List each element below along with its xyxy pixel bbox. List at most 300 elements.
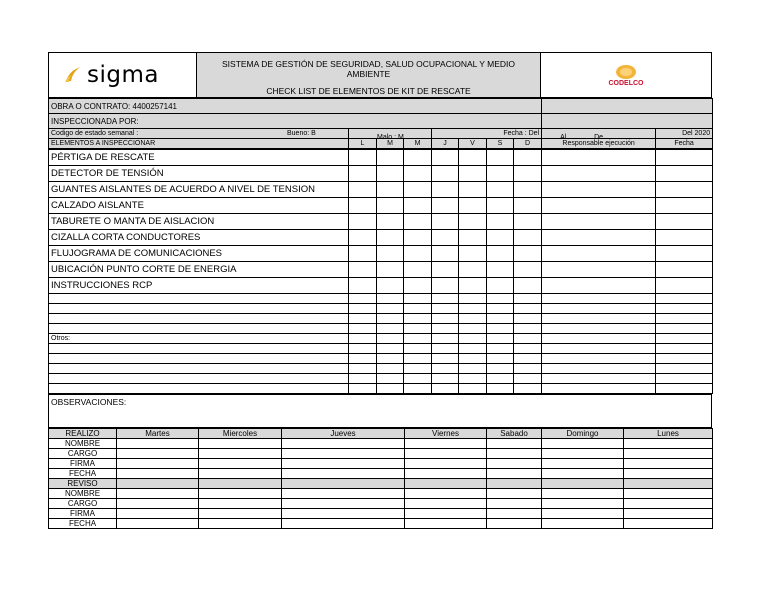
day-check-cell[interactable] — [404, 150, 432, 166]
item-label — [49, 294, 349, 304]
responsable-cell[interactable] — [542, 344, 656, 354]
day-check-cell[interactable] — [514, 334, 542, 344]
fecha-cell[interactable] — [656, 230, 713, 246]
day-check-cell[interactable] — [514, 230, 542, 246]
signoff-cell[interactable] — [199, 499, 282, 509]
signoff-field-label: FIRMA — [49, 459, 117, 469]
signoff-cell[interactable] — [542, 489, 624, 499]
day-check-cell[interactable] — [514, 150, 542, 166]
signoff-cell[interactable] — [487, 469, 542, 479]
signoff-cell[interactable] — [117, 499, 199, 509]
de-label: De — [594, 133, 604, 139]
item-label: UBICACIÓN PUNTO CORTE DE ENERGIA — [49, 262, 349, 278]
signoff-cell[interactable] — [624, 489, 713, 499]
day-check-cell[interactable] — [349, 334, 377, 344]
day-check-cell[interactable] — [349, 214, 377, 230]
day-check-cell[interactable] — [514, 354, 542, 364]
item-row — [49, 344, 713, 354]
day-check-cell[interactable] — [349, 246, 377, 262]
item-row — [49, 230, 713, 246]
day-check-cell[interactable] — [377, 304, 404, 314]
item-label — [49, 364, 349, 374]
col-day: M — [404, 139, 432, 149]
day-check-cell[interactable] — [377, 182, 404, 198]
signoff-cell[interactable] — [199, 449, 282, 459]
item-row — [49, 324, 713, 334]
fecha-cell[interactable] — [656, 214, 713, 230]
day-check-cell[interactable] — [432, 262, 459, 278]
fecha-cell[interactable] — [656, 294, 713, 304]
day-check-cell[interactable] — [459, 262, 487, 278]
signoff-day-header: Miercoles — [199, 429, 282, 439]
day-check-cell[interactable] — [487, 304, 514, 314]
bueno-label: Bueno: B — [287, 130, 316, 137]
signoff-day-header: Domingo — [542, 429, 624, 439]
signoff-cell[interactable] — [199, 489, 282, 499]
signoff-cell[interactable] — [199, 519, 282, 529]
day-check-cell[interactable] — [487, 344, 514, 354]
day-check-cell[interactable] — [349, 198, 377, 214]
day-check-cell[interactable] — [487, 364, 514, 374]
fecha-cell[interactable] — [656, 182, 713, 198]
signoff-cell[interactable] — [199, 469, 282, 479]
col-day: L — [349, 139, 377, 149]
day-check-cell[interactable] — [432, 214, 459, 230]
item-label: CIZALLA CORTA CONDUCTORES — [49, 230, 349, 246]
item-row — [49, 246, 713, 262]
col-day: M — [377, 139, 404, 149]
day-check-cell[interactable] — [514, 344, 542, 354]
header — [48, 52, 712, 98]
checklist-title: CHECK LIST DE ELEMENTOS DE KIT DE RESCATE — [266, 86, 471, 96]
day-check-cell[interactable] — [432, 294, 459, 304]
system-title: SISTEMA DE GESTIÓN DE SEGURIDAD, SALUD OCUPACIONAL Y MEDIO AMBIENTE — [222, 59, 515, 79]
fecha-cell[interactable] — [656, 354, 713, 364]
day-check-cell[interactable] — [487, 384, 514, 394]
day-check-cell[interactable] — [487, 354, 514, 364]
signoff-cell[interactable] — [487, 439, 542, 449]
signoff-cell[interactable] — [624, 449, 713, 459]
day-check-cell[interactable] — [459, 384, 487, 394]
responsable-cell[interactable] — [542, 294, 656, 304]
signoff-cell[interactable] — [282, 509, 405, 519]
day-check-cell[interactable] — [487, 262, 514, 278]
title-block — [197, 53, 541, 97]
signoff-cell[interactable] — [282, 479, 405, 489]
responsable-cell[interactable] — [542, 230, 656, 246]
item-row — [49, 166, 713, 182]
day-check-cell[interactable] — [432, 230, 459, 246]
signoff-field-label: NOMBRE — [49, 489, 117, 499]
day-check-cell[interactable] — [404, 246, 432, 262]
day-check-cell[interactable] — [349, 294, 377, 304]
codelco-logo — [541, 53, 711, 97]
fecha-cell[interactable] — [656, 166, 713, 182]
responsable-cell[interactable] — [542, 214, 656, 230]
day-check-cell[interactable] — [432, 166, 459, 182]
day-check-cell[interactable] — [377, 294, 404, 304]
signoff-cell[interactable] — [282, 489, 405, 499]
signoff-cell[interactable] — [405, 439, 487, 449]
signoff-row — [49, 509, 713, 519]
signoff-cell[interactable] — [487, 509, 542, 519]
item-row — [49, 262, 713, 278]
signoff-cell[interactable] — [199, 439, 282, 449]
day-check-cell[interactable] — [404, 182, 432, 198]
signoff-cell[interactable] — [542, 439, 624, 449]
obra-label: OBRA O CONTRATO: 4400257141 — [49, 99, 542, 114]
signoff-cell[interactable] — [542, 519, 624, 529]
day-check-cell[interactable] — [377, 214, 404, 230]
responsable-cell[interactable] — [542, 384, 656, 394]
signoff-cell[interactable] — [117, 459, 199, 469]
day-check-cell[interactable] — [487, 278, 514, 294]
signoff-cell[interactable] — [282, 449, 405, 459]
item-label: INSTRUCCIONES RCP — [49, 278, 349, 294]
day-check-cell[interactable] — [349, 384, 377, 394]
day-check-cell[interactable] — [459, 230, 487, 246]
item-label: GUANTES AISLANTES DE ACUERDO A NIVEL DE TENSION — [49, 182, 349, 198]
day-check-cell[interactable] — [459, 182, 487, 198]
day-check-cell[interactable] — [377, 262, 404, 278]
day-check-cell[interactable] — [459, 314, 487, 324]
day-check-cell[interactable] — [404, 334, 432, 344]
item-row — [49, 384, 713, 394]
column-header-row — [49, 139, 713, 149]
responsable-cell[interactable] — [542, 364, 656, 374]
day-check-cell[interactable] — [514, 374, 542, 384]
item-row — [49, 150, 713, 166]
day-check-cell[interactable] — [514, 262, 542, 278]
responsable-cell[interactable] — [542, 334, 656, 344]
signoff-cell[interactable] — [405, 509, 487, 519]
day-check-cell[interactable] — [514, 384, 542, 394]
signoff-cell[interactable] — [282, 439, 405, 449]
signoff-cell[interactable] — [624, 439, 713, 449]
day-check-cell[interactable] — [377, 384, 404, 394]
day-check-cell[interactable] — [432, 182, 459, 198]
day-check-cell[interactable] — [459, 304, 487, 314]
fecha-cell[interactable] — [656, 198, 713, 214]
day-check-cell[interactable] — [487, 198, 514, 214]
day-check-cell[interactable] — [514, 214, 542, 230]
signoff-field-label: REVISO — [49, 479, 117, 489]
day-check-cell[interactable] — [349, 278, 377, 294]
day-check-cell[interactable] — [432, 278, 459, 294]
signoff-cell[interactable] — [199, 509, 282, 519]
signoff-field-label: REALIZO — [49, 429, 117, 439]
day-check-cell[interactable] — [377, 314, 404, 324]
day-check-cell[interactable] — [432, 374, 459, 384]
signoff-cell[interactable] — [117, 469, 199, 479]
day-check-cell[interactable] — [404, 214, 432, 230]
signoff-cell[interactable] — [282, 459, 405, 469]
item-label: CALZADO AISLANTE — [49, 198, 349, 214]
signoff-cell[interactable] — [487, 489, 542, 499]
fecha-cell[interactable] — [656, 334, 713, 344]
day-check-cell[interactable] — [377, 374, 404, 384]
signoff-cell[interactable] — [117, 479, 199, 489]
signoff-cell[interactable] — [542, 509, 624, 519]
signoff-cell[interactable] — [117, 509, 199, 519]
day-check-cell[interactable] — [459, 364, 487, 374]
signoff-cell[interactable] — [282, 519, 405, 529]
item-label: DETECTOR DE TENSIÓN — [49, 166, 349, 182]
day-check-cell[interactable] — [377, 324, 404, 334]
responsable-cell[interactable] — [542, 246, 656, 262]
day-check-cell[interactable] — [349, 374, 377, 384]
day-check-cell[interactable] — [487, 150, 514, 166]
signoff-cell[interactable] — [117, 439, 199, 449]
item-label: Otros: — [49, 334, 349, 344]
fecha-cell[interactable] — [656, 384, 713, 394]
day-check-cell[interactable] — [349, 324, 377, 334]
day-check-cell[interactable] — [432, 344, 459, 354]
fecha-cell[interactable] — [656, 324, 713, 334]
signoff-cell[interactable] — [199, 459, 282, 469]
signoff-day-header: Jueves — [282, 429, 405, 439]
day-check-cell[interactable] — [432, 384, 459, 394]
day-check-cell[interactable] — [404, 374, 432, 384]
day-check-cell[interactable] — [432, 198, 459, 214]
fecha-cell[interactable] — [656, 150, 713, 166]
signoff-cell[interactable] — [624, 479, 713, 489]
signoff-field-label: CARGO — [49, 449, 117, 459]
responsable-cell[interactable] — [542, 262, 656, 278]
signoff-cell[interactable] — [487, 519, 542, 529]
signoff-field-label: FIRMA — [49, 509, 117, 519]
day-check-cell[interactable] — [459, 334, 487, 344]
item-label: PÉRTIGA DE RESCATE — [49, 150, 349, 166]
day-check-cell[interactable] — [432, 334, 459, 344]
responsable-cell[interactable] — [542, 304, 656, 314]
fecha-cell[interactable] — [656, 246, 713, 262]
signoff-cell[interactable] — [542, 499, 624, 509]
day-check-cell[interactable] — [459, 294, 487, 304]
signoff-cell[interactable] — [117, 519, 199, 529]
responsable-cell[interactable] — [542, 314, 656, 324]
day-check-cell[interactable] — [459, 166, 487, 182]
inspection-table — [48, 98, 713, 149]
day-check-cell[interactable] — [487, 214, 514, 230]
day-check-cell[interactable] — [377, 334, 404, 344]
day-check-cell[interactable] — [432, 324, 459, 334]
codelco-wordmark: CODELCO — [608, 79, 644, 87]
day-check-cell[interactable] — [432, 304, 459, 314]
signoff-cell[interactable] — [405, 459, 487, 469]
day-check-cell[interactable] — [349, 304, 377, 314]
day-check-cell[interactable] — [459, 198, 487, 214]
responsable-cell[interactable] — [542, 278, 656, 294]
day-check-cell[interactable] — [487, 334, 514, 344]
day-check-cell[interactable] — [432, 364, 459, 374]
day-check-cell[interactable] — [349, 364, 377, 374]
fecha-cell[interactable] — [656, 364, 713, 374]
day-check-cell[interactable] — [514, 198, 542, 214]
day-check-cell[interactable] — [459, 150, 487, 166]
day-check-cell[interactable] — [404, 294, 432, 304]
signoff-cell[interactable] — [624, 459, 713, 469]
day-check-cell[interactable] — [432, 354, 459, 364]
signoff-cell[interactable] — [117, 489, 199, 499]
signoff-cell[interactable] — [624, 499, 713, 509]
item-row — [49, 214, 713, 230]
day-check-cell[interactable] — [514, 324, 542, 334]
day-check-cell[interactable] — [487, 294, 514, 304]
fecha-cell[interactable] — [656, 304, 713, 314]
signoff-field-label: CARGO — [49, 499, 117, 509]
day-check-cell[interactable] — [404, 262, 432, 278]
signoff-cell[interactable] — [405, 479, 487, 489]
fecha-cell[interactable] — [656, 374, 713, 384]
day-check-cell[interactable] — [404, 166, 432, 182]
item-row — [49, 314, 713, 324]
fecha-cell[interactable] — [656, 278, 713, 294]
item-row — [49, 374, 713, 384]
day-check-cell[interactable] — [404, 278, 432, 294]
day-check-cell[interactable] — [514, 246, 542, 262]
day-check-cell[interactable] — [377, 364, 404, 374]
day-check-cell[interactable] — [349, 230, 377, 246]
signoff-cell[interactable] — [542, 449, 624, 459]
day-check-cell[interactable] — [377, 278, 404, 294]
item-label — [49, 354, 349, 364]
item-row — [49, 278, 713, 294]
fecha-cell[interactable] — [656, 314, 713, 324]
signoff-cell[interactable] — [282, 469, 405, 479]
day-check-cell[interactable] — [459, 278, 487, 294]
day-check-cell[interactable] — [404, 230, 432, 246]
sigma-flame-icon — [63, 65, 83, 85]
day-check-cell[interactable] — [377, 150, 404, 166]
sigma-wordmark: sigma — [87, 62, 159, 88]
col-elementos: ELEMENTOS A INSPECCIONAR — [49, 139, 349, 149]
item-row — [49, 364, 713, 374]
signoff-cell[interactable] — [542, 479, 624, 489]
day-check-cell[interactable] — [404, 304, 432, 314]
signoff-cell[interactable] — [405, 489, 487, 499]
responsable-cell[interactable] — [542, 198, 656, 214]
day-check-cell[interactable] — [487, 182, 514, 198]
day-check-cell[interactable] — [404, 324, 432, 334]
day-check-cell[interactable] — [459, 324, 487, 334]
item-row — [49, 294, 713, 304]
responsable-cell[interactable] — [542, 324, 656, 334]
inspector-label: INSPECCIONADA POR: — [49, 114, 542, 129]
responsable-cell[interactable] — [542, 182, 656, 198]
day-check-cell[interactable] — [404, 344, 432, 354]
day-check-cell[interactable] — [404, 354, 432, 364]
day-check-cell[interactable] — [459, 344, 487, 354]
observations-row — [49, 395, 712, 428]
day-check-cell[interactable] — [459, 374, 487, 384]
day-check-cell[interactable] — [459, 246, 487, 262]
signoff-cell[interactable] — [199, 479, 282, 489]
responsable-cell[interactable] — [542, 354, 656, 364]
signoff-cell[interactable] — [405, 519, 487, 529]
day-check-cell[interactable] — [514, 166, 542, 182]
day-check-cell[interactable] — [404, 198, 432, 214]
signoff-cell[interactable] — [624, 519, 713, 529]
day-check-cell[interactable] — [432, 314, 459, 324]
signoff-cell[interactable] — [405, 449, 487, 459]
day-check-cell[interactable] — [487, 166, 514, 182]
day-check-cell[interactable] — [459, 214, 487, 230]
day-check-cell[interactable] — [487, 230, 514, 246]
signoff-cell[interactable] — [282, 499, 405, 509]
signoff-cell[interactable] — [624, 509, 713, 519]
day-check-cell[interactable] — [514, 182, 542, 198]
day-check-cell[interactable] — [349, 150, 377, 166]
day-check-cell[interactable] — [377, 198, 404, 214]
item-row — [49, 182, 713, 198]
day-check-cell[interactable] — [349, 314, 377, 324]
signoff-day-header: Sabado — [487, 429, 542, 439]
signoff-cell[interactable] — [117, 449, 199, 459]
day-check-cell[interactable] — [377, 354, 404, 364]
day-check-cell[interactable] — [514, 304, 542, 314]
checklist-sheet — [48, 52, 712, 529]
day-check-cell[interactable] — [377, 230, 404, 246]
fecha-cell[interactable] — [656, 344, 713, 354]
day-check-cell[interactable] — [487, 246, 514, 262]
day-check-cell[interactable] — [349, 182, 377, 198]
day-check-cell[interactable] — [459, 354, 487, 364]
day-check-cell[interactable] — [377, 166, 404, 182]
fecha-cell[interactable] — [656, 262, 713, 278]
signoff-row — [49, 519, 713, 529]
item-row — [49, 354, 713, 364]
day-check-cell[interactable] — [432, 150, 459, 166]
responsable-cell[interactable] — [542, 166, 656, 182]
item-label — [49, 304, 349, 314]
item-label — [49, 324, 349, 334]
day-check-cell[interactable] — [349, 262, 377, 278]
responsable-cell[interactable] — [542, 374, 656, 384]
responsable-cell[interactable] — [542, 150, 656, 166]
signoff-cell[interactable] — [487, 479, 542, 489]
day-check-cell[interactable] — [349, 344, 377, 354]
signoff-field-label: FECHA — [49, 519, 117, 529]
day-check-cell[interactable] — [487, 314, 514, 324]
day-check-cell[interactable] — [404, 314, 432, 324]
day-check-cell[interactable] — [404, 364, 432, 374]
day-check-cell[interactable] — [404, 384, 432, 394]
day-check-cell[interactable] — [377, 246, 404, 262]
signoff-cell[interactable] — [405, 469, 487, 479]
day-check-cell[interactable] — [514, 364, 542, 374]
day-check-cell[interactable] — [514, 278, 542, 294]
day-check-cell[interactable] — [514, 314, 542, 324]
day-check-cell[interactable] — [514, 294, 542, 304]
item-label — [49, 314, 349, 324]
signoff-cell[interactable] — [624, 469, 713, 479]
day-check-cell[interactable] — [349, 354, 377, 364]
day-check-cell[interactable] — [432, 246, 459, 262]
signoff-cell[interactable] — [487, 449, 542, 459]
day-check-cell[interactable] — [487, 324, 514, 334]
signoff-cell[interactable] — [542, 459, 624, 469]
signoff-cell[interactable] — [542, 469, 624, 479]
day-check-cell[interactable] — [377, 344, 404, 354]
day-check-cell[interactable] — [349, 166, 377, 182]
signoff-cell[interactable] — [487, 459, 542, 469]
observaciones-label: OBSERVACIONES: — [49, 395, 712, 428]
signoff-cell[interactable] — [405, 499, 487, 509]
day-check-cell[interactable] — [487, 374, 514, 384]
inspector-row — [49, 114, 713, 129]
signoff-cell[interactable] — [487, 499, 542, 509]
